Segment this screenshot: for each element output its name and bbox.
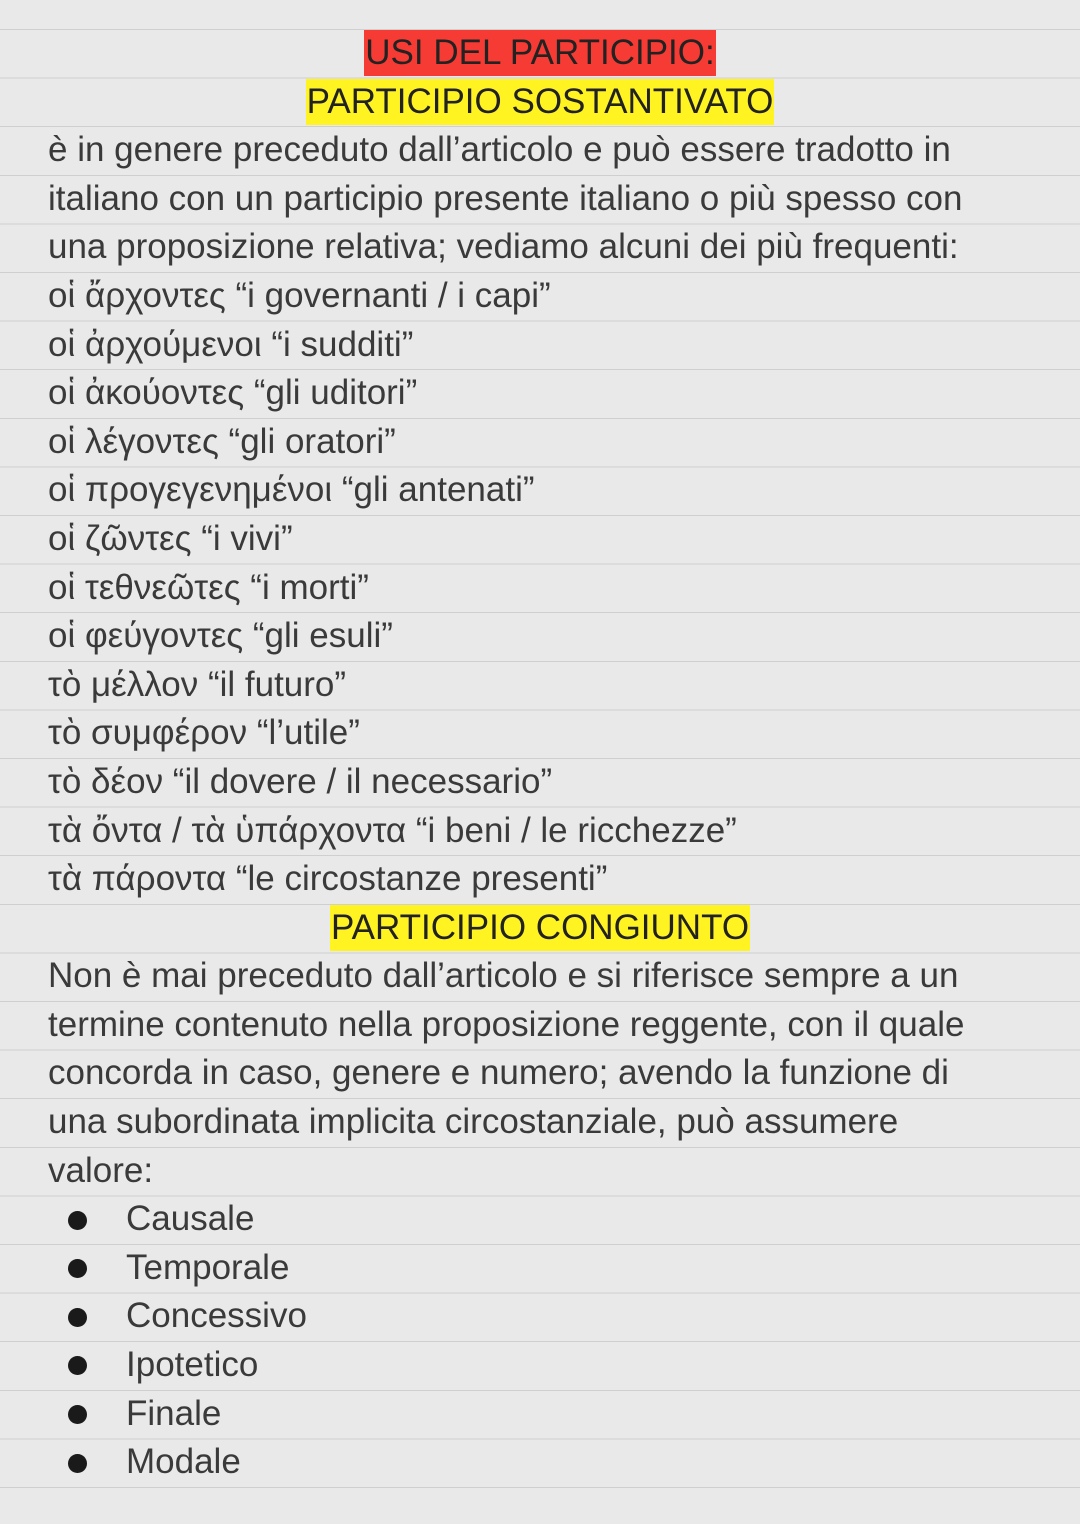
example-item: τὸ συμφέρον “l’utile” <box>48 713 360 753</box>
section-heading-congiunto: PARTICIPIO CONGIUNTO <box>330 905 750 951</box>
bullet-text: Ipotetico <box>126 1345 259 1385</box>
bullet-icon <box>68 1405 87 1424</box>
example-item: τὸ μέλλον “il futuro” <box>48 664 347 704</box>
bullet-icon <box>68 1308 87 1327</box>
bullet-icon <box>68 1211 87 1230</box>
section-heading-sostantivato: PARTICIPIO SOSTANTIVATO <box>306 79 775 125</box>
paragraph-line: Non è mai preceduto dall’articolo e si riferisce sempre a un <box>48 956 959 996</box>
paragraph-line: è in genere preceduto dall’articolo e può essere tradotto in <box>48 130 951 170</box>
example-item: οἱ φεύγοντες “gli esuli” <box>48 616 393 656</box>
section1-heading-line <box>0 78 1080 127</box>
paragraph-line: termine contenuto nella proposizione reggente, con il quale <box>48 1004 965 1044</box>
paragraph-line: valore: <box>48 1150 154 1190</box>
bullet-text: Modale <box>126 1442 241 1482</box>
example-item: τὸ δέον “il dovere / il necessario” <box>48 761 553 801</box>
bullet-icon <box>68 1356 87 1375</box>
example-item: οἱ λέγοντες “gli oratori” <box>48 421 396 461</box>
example-item: οἱ ἄρχοντες “i governanti / i capi” <box>48 275 551 315</box>
bullet-list-item <box>0 1292 1080 1341</box>
bullet-text: Temporale <box>126 1247 290 1287</box>
paragraph-line: una subordinata implicita circostanziale, può assumere <box>48 1102 899 1142</box>
bullet-list-item <box>0 1195 1080 1244</box>
page-title: USI DEL PARTICIPIO: <box>364 30 715 76</box>
bullet-text: Finale <box>126 1393 222 1433</box>
example-item: οἱ προγεγενημένοι “gli antenati” <box>48 470 535 510</box>
bullet-text: Causale <box>126 1199 255 1239</box>
title-line <box>0 29 1080 78</box>
example-item: οἱ ἀκούοντες “gli uditori” <box>48 373 418 413</box>
bullet-list-item <box>0 1341 1080 1390</box>
bullet-text: Concessivo <box>126 1296 307 1336</box>
paragraph-line: concorda in caso, genere e numero; avendo la funzione di <box>48 1053 949 1093</box>
paragraph-line: italiano con un participio presente italiano o più spesso con <box>48 178 963 218</box>
example-item: οἱ ζῶντες “i vivi” <box>48 518 293 558</box>
section2-heading-line <box>0 904 1080 953</box>
bullet-icon <box>68 1454 87 1473</box>
bullet-list-item <box>0 1244 1080 1293</box>
paragraph-line: una proposizione relativa; vediamo alcuni dei più frequenti: <box>48 227 959 267</box>
example-item: τὰ πάροντα “le circostanze presenti” <box>48 859 608 899</box>
notes-page <box>0 29 1080 1487</box>
example-item: τὰ ὄντα / τὰ ὑπάρχοντα “i beni / le ricchezze” <box>48 810 737 850</box>
example-item: οἱ ἀρχούμενοι “i sudditi” <box>48 324 414 364</box>
bullet-list-item <box>0 1438 1080 1487</box>
bullet-list-item <box>0 1390 1080 1439</box>
example-item: οἱ τεθνεῶτες “i morti” <box>48 567 369 607</box>
bullet-icon <box>68 1259 87 1278</box>
